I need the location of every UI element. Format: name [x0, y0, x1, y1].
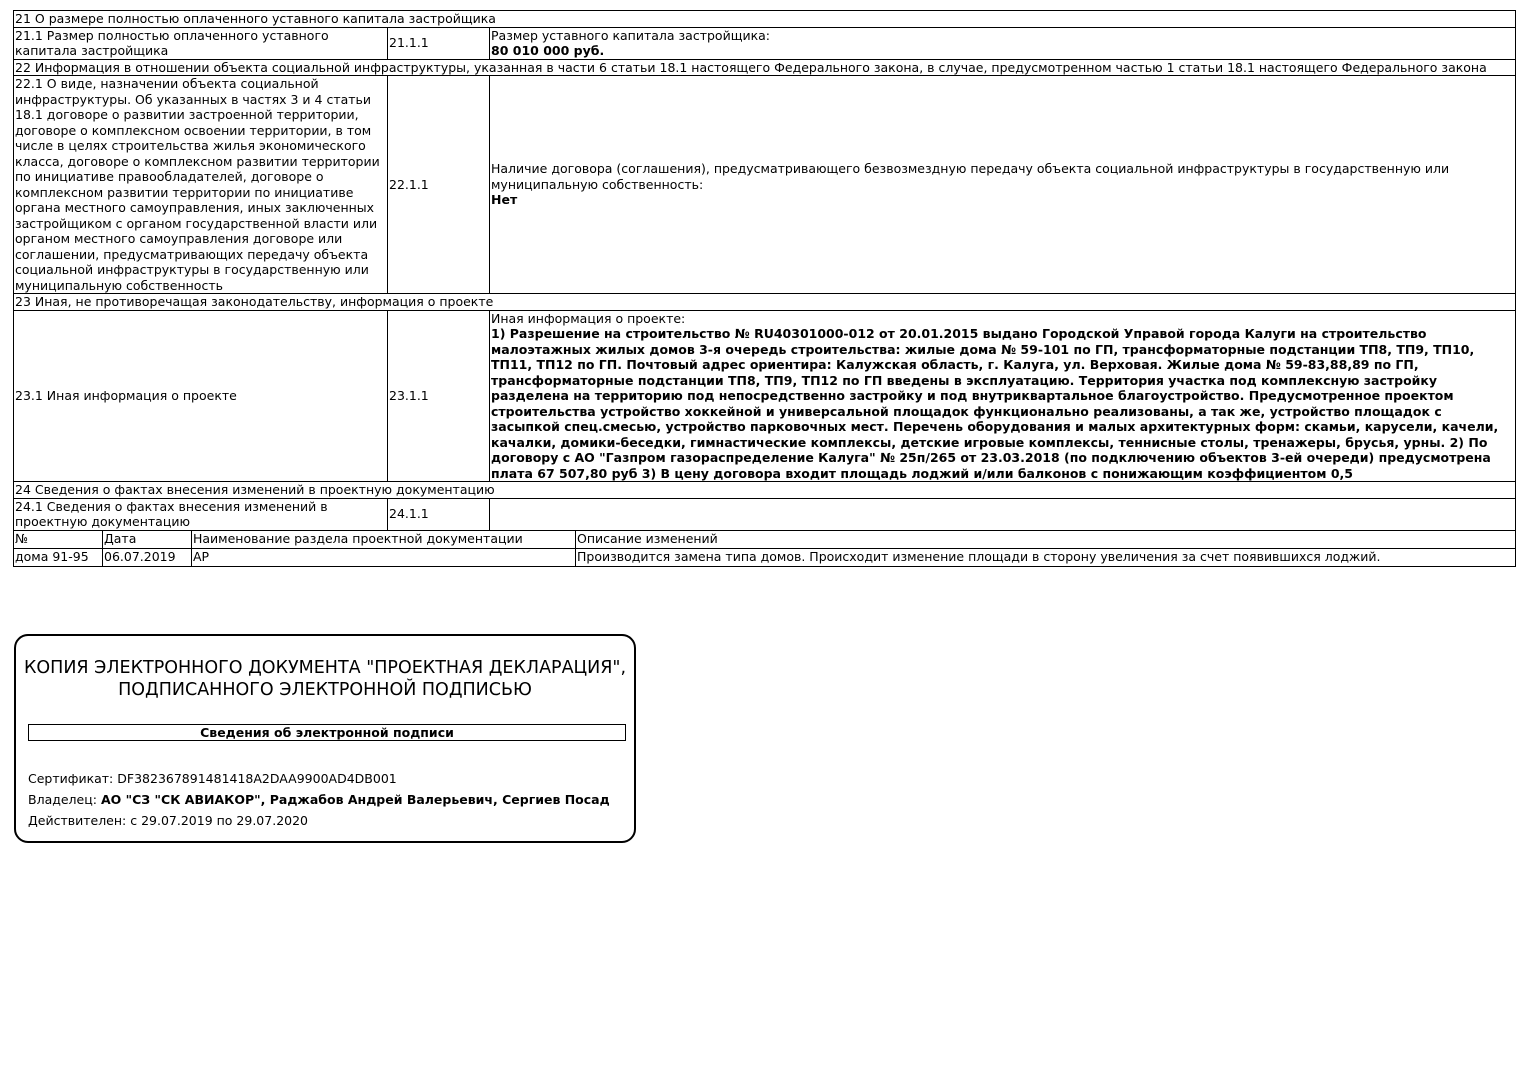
section-24-code: 24.1.1 [388, 498, 490, 530]
table-row [14, 548, 1516, 566]
stamp-title-line-2: ПОДПИСАННОГО ЭЛЕКТРОННОЙ ПОДПИСЬЮ [118, 680, 532, 700]
signature-stamp [14, 634, 636, 843]
stamp-certificate [28, 771, 397, 787]
stamp-title-line-1: КОПИЯ ЭЛЕКТРОННОГО ДОКУМЕНТА "ПРОЕКТНАЯ ДЕКЛАРАЦИЯ", [23, 658, 627, 678]
section-22-header: 22 Информация в отношении объекта социальной инфраструктуры, указанная в части 6 статьи 18.1 настоящего Федерального закона, в случае, предусмотренном частью 1 статьи 18.1 настоящего Федерального закона [14, 59, 1516, 76]
certificate-label: Сертификат: [28, 771, 114, 786]
section-21-value-cell [490, 27, 1516, 59]
stamp-owner [28, 792, 610, 808]
section-21-value: 80 010 000 руб. [491, 43, 605, 58]
certificate-value: DF382367891481418A2DAA9900AD4DB001 [117, 771, 397, 786]
declaration-document [13, 10, 1516, 567]
section-23-value-label: Иная информация о проекте: [491, 310, 686, 326]
section-24-row [14, 498, 1516, 530]
section-22-value-cell [490, 76, 1516, 294]
stamp-validity [28, 813, 308, 829]
changes-cell-date: 06.07.2019 [103, 548, 192, 566]
section-21-value-label: Размер уставного капитала застройщика: [491, 27, 771, 43]
section-21-label: 21.1 Размер полностью оплаченного уставного капитала застройщика [14, 27, 388, 59]
validity-value: с 29.07.2019 по 29.07.2020 [130, 813, 309, 828]
section-23-header: 23 Иная, не противоречащая законодательству, информация о проекте [14, 294, 1516, 311]
section-24-label: 24.1 Сведения о фактах внесения изменений в проектную документацию [14, 498, 388, 530]
changes-col-number: № [14, 530, 103, 548]
section-22-value-label: Наличие договора (соглашения), предусматривающего безвозмездную передачу объекта социальной инфраструктуры в государственную или муниципальную собственность: [491, 161, 1450, 192]
section-21-row [14, 27, 1516, 59]
section-21-header: 21 О размере полностью оплаченного уставного капитала застройщика [14, 11, 1516, 28]
changes-cell-section: АР [192, 548, 576, 566]
section-23-row [14, 310, 1516, 482]
section-21-header-row [14, 11, 1516, 28]
section-22-value: Нет [491, 192, 518, 208]
section-23-value-cell [490, 310, 1516, 482]
changes-col-description: Описание изменений [576, 530, 1516, 548]
section-24-value [490, 498, 1516, 530]
declaration-table [13, 10, 1516, 531]
changes-header-row [14, 530, 1516, 548]
owner-label: Владелец: [28, 792, 97, 807]
section-23-header-row [14, 294, 1516, 311]
changes-col-section: Наименование раздела проектной документации [192, 530, 576, 548]
section-21-code: 21.1.1 [388, 27, 490, 59]
section-23-label: 23.1 Иная информация о проекте [14, 310, 388, 482]
section-24-header-row [14, 482, 1516, 499]
changes-cell-description: Производится замена типа домов. Происходит изменение площади в сторону увеличения за счет появившихся лоджий. [576, 548, 1516, 566]
section-22-label: 22.1 О виде, назначении объекта социальной инфраструктуры. Об указанных в частях 3 и 4 статьи 18.1 договоре о развитии застроенной территории, договоре о комплексном освоении территории, в том числе в целях строительства жилья экономического класса, договоре о комплексном развитии территории по инициативе правообладателей, договоре о комплексном развитии территории по инициативе органа местного самоуправления, иных заключенных застройщиком с органом государственной власти или органом местного самоуправления договоре или соглашении, предусматривающих передачу объекта социальной инфраструктуры в государственную или муниципальную собственность [14, 76, 388, 294]
changes-cell-number: дома 91-95 [14, 548, 103, 566]
section-23-value: 1) Разрешение на строительство № RU40301000-012 от 20.01.2015 выдано Городской Управой города Калуги на строительство малоэтажных жилых домов 3-я очередь строительства: жилые дома № 59-101 по ГП, трансформаторные подстанции ТП8, ТП9, ТП10, ТП11, ТП12 по ГП. Почтовый адрес ориентира: Калужская область, г. Калуга, ул. Верховая. Жилые дома № 59-83,88,89 по ГП, трансформаторные подстанции ТП8, ТП9, ТП12 по ГП введены в эксплуатацию. Территория участка под комплексную застройку разделена на территорию под непосредственно застройку и под внутриквартальное благоустройство. Предусмотренное проектом строительства устройство хоккейной и универсальной площадок функционально реализованы, а так же, устройство площадок с засыпкой спец.смесью, устройство парковочных мест. Перечень оборудования и малых архитектурных форм: скамьи, карусели, качели, качалки, домики-беседки, гимнастические комплексы, детские игровые комплексы, теннисные столы, тренажеры, брусья, урны. 2) По договору с АО "Газпром газораспределение Калуга" № 25п/265 от 23.03.2018 (по подключению объектов 3-ей очереди) предусмотрена плата 67 507,80 руб 3) В цену договора входит площадь лоджий и/или балконов с понижающим коэффициентом 0,5 [491, 326, 1499, 481]
changes-col-date: Дата [103, 530, 192, 548]
stamp-subtitle: Сведения об электронной подписи [28, 724, 626, 741]
owner-value: АО "СЗ "СК АВИАКОР", Раджабов Андрей Валерьевич, Сергиев Посад [100, 792, 610, 807]
changes-table [13, 530, 1516, 567]
section-24-header: 24 Сведения о фактах внесения изменений в проектную документацию [14, 482, 1516, 499]
section-22-header-row [14, 59, 1516, 76]
validity-label: Действителен: [28, 813, 127, 828]
stamp-title [16, 657, 634, 701]
section-22-row [14, 76, 1516, 294]
section-22-code: 22.1.1 [388, 76, 490, 294]
section-23-code: 23.1.1 [388, 310, 490, 482]
